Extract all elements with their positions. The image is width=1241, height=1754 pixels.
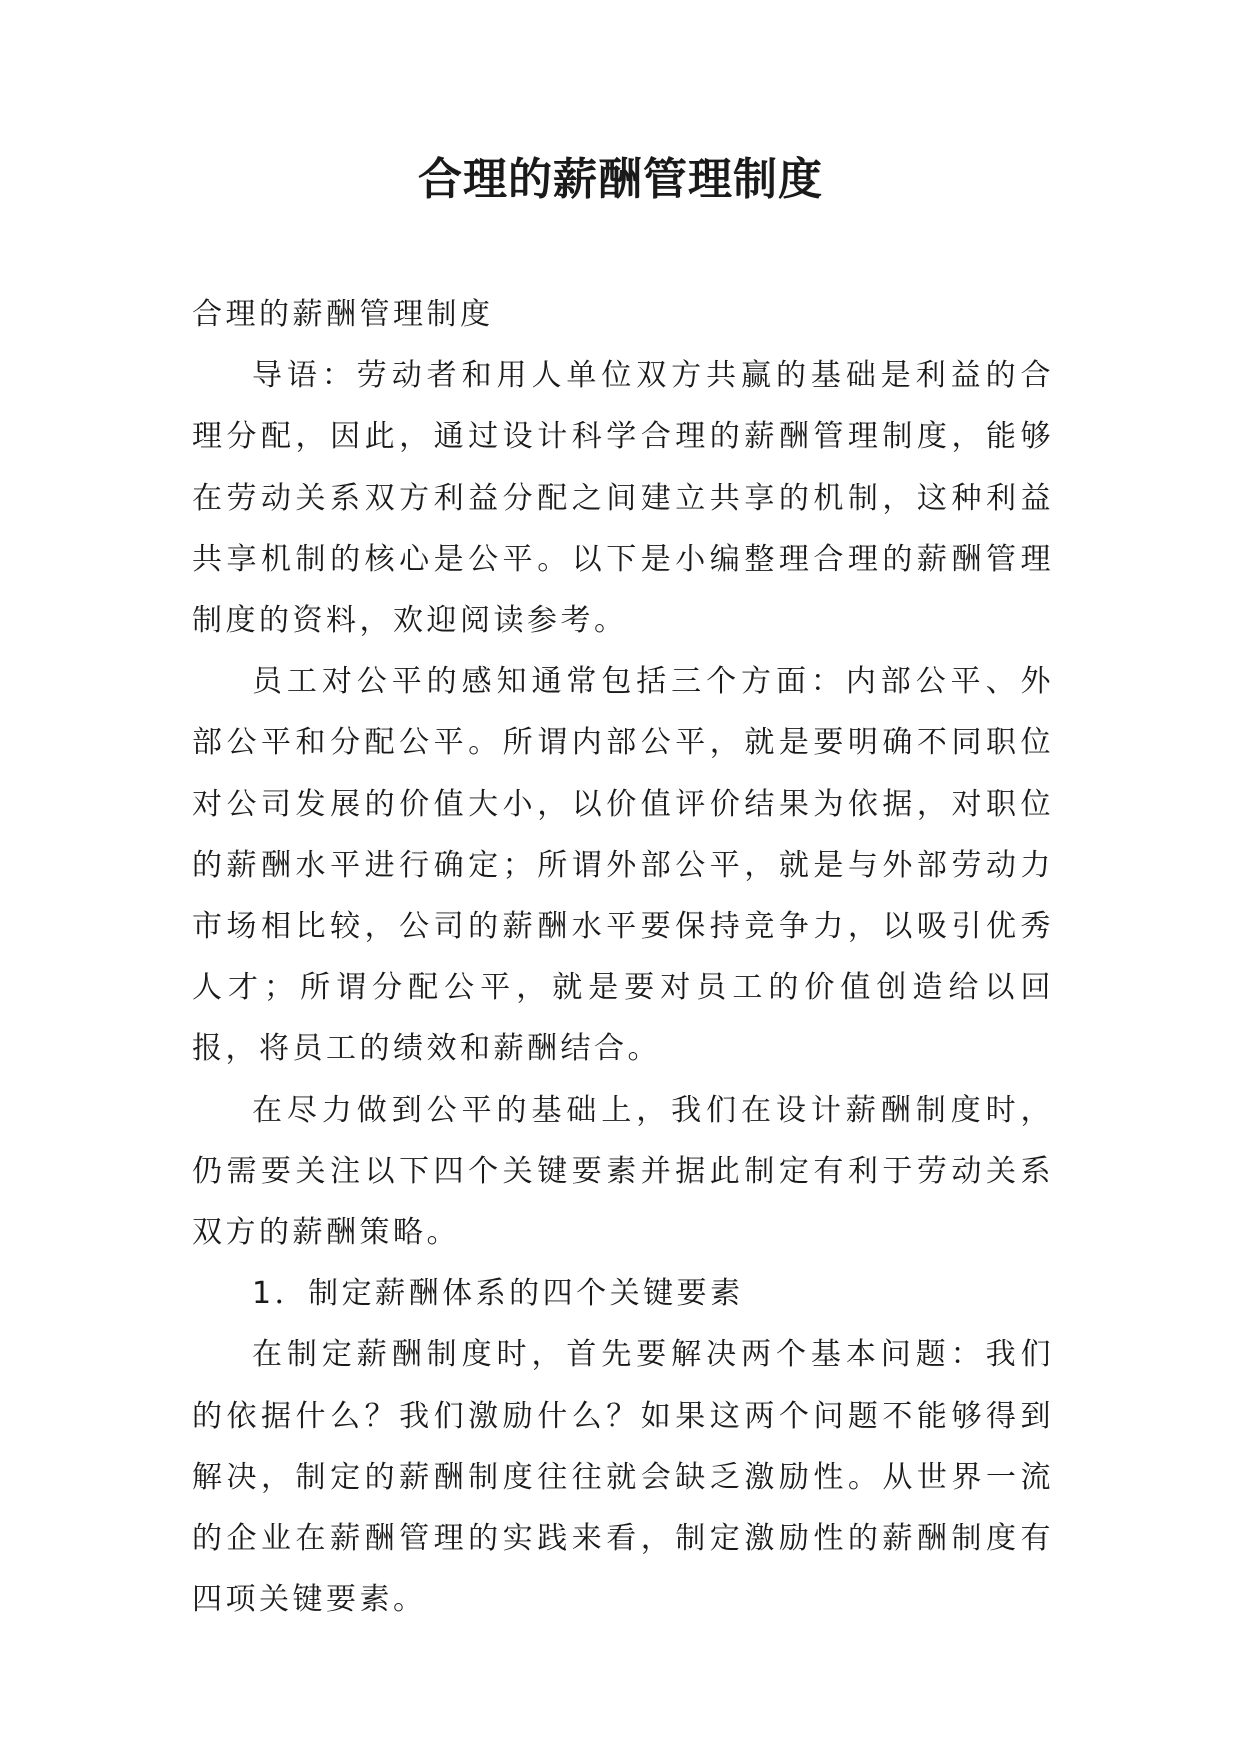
- document-body: [192, 284, 1054, 1630]
- paragraph-key-factors: 在尽力做到公平的基础上，我们在设计薪酬制度时，仍需要关注以下四个关键要素并据此制定有利于劳动关系双方的薪酬策略。: [192, 1092, 1054, 1251]
- paragraph-fairness: 员工对公平的感知通常包括三个方面：内部公平、外部公平和分配公平。所谓内部公平，就是要明确不同职位对公司发展的价值大小，以价值评价结果为依据，对职位的薪酬水平进行确定；所谓外部公平，就是与外部劳动力市场相比较，公司的薪酬水平要保持竞争力，以吸引优秀人才；所谓分配公平，就是要对员工的价值创造给以回报，将员工的绩效和薪酬结合。: [192, 664, 1054, 1067]
- document-title: 合理的薪酬管理制度: [418, 154, 823, 205]
- paragraph-intro: 导语：劳动者和用人单位双方共赢的基础是利益的合理分配，因此，通过设计科学合理的薪酬管理制度，能够在劳动关系双方利益分配之间建立共享的机制，这种利益共享机制的核心是公平。以下是小编整理合理的薪酬管理制度的资料，欢迎阅读参考。: [192, 358, 1054, 639]
- paragraph-basic-questions: 在制定薪酬制度时，首先要解决两个基本问题：我们的依据什么？我们激励什么？如果这两个问题不能够得到解决，制定的薪酬制度往往就会缺乏激励性。从世界一流的企业在薪酬管理的实践来看，制定激励性的薪酬制度有四项关键要素。: [192, 1337, 1054, 1618]
- document-subtitle: 合理的薪酬管理制度: [192, 297, 494, 332]
- section-heading: 1．制定薪酬体系的四个关键要素: [252, 1276, 744, 1312]
